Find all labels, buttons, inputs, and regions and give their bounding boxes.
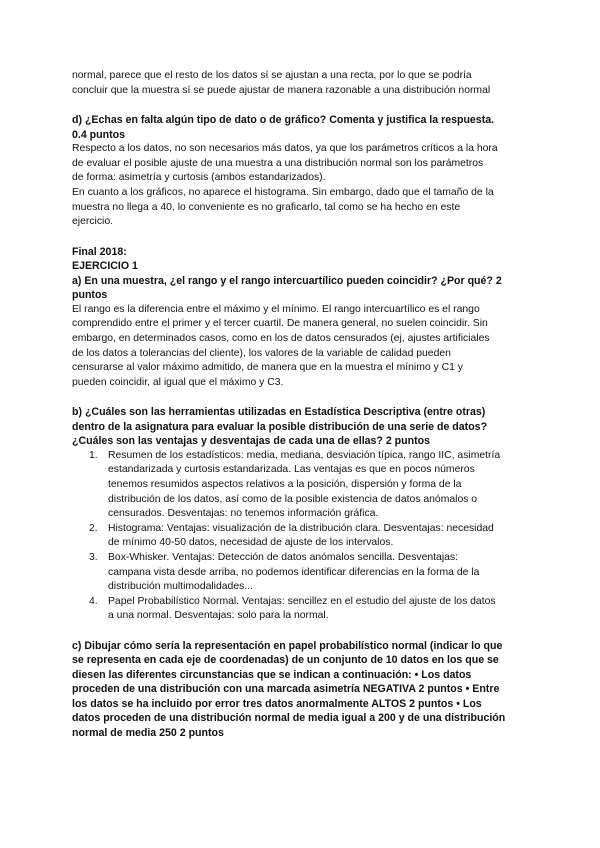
section-c-question: se representa en cada eje de coordenadas) de un conjunto de 10 datos en los que se bbox=[72, 654, 499, 667]
list-item-line: Box-Whisker. Ventajas: Detección de datos anómalos sencilla. Desventajas: bbox=[108, 551, 458, 563]
section-c-question: proceden de una distribución con una marcada asimetría NEGATIVA 2 puntos • Entre bbox=[72, 683, 500, 696]
list-item-line: tenemos resumidos aspectos relativos a la posición, dispersión y forma de la bbox=[108, 479, 462, 490]
intro-line: normal, parece que el resto de los datos sí se ajustan a una recta, por lo que se podría bbox=[72, 70, 472, 81]
section-d-answer-line: En cuanto a los gráficos, no aparece el histograma. Sin embargo, dado que el tamaño de la bbox=[72, 186, 494, 198]
list-item-number: 3. bbox=[89, 551, 98, 563]
list-item bbox=[72, 595, 532, 624]
section-c-question: normal de media 250 2 puntos bbox=[72, 726, 224, 739]
section-a-answer-line: censurarse al valor máximo admitido, de manera que en la muestra el mínimo y C1 y bbox=[72, 362, 463, 374]
section-a-answer-line: pueden coincidir, al igual que el máximo y C3. bbox=[72, 376, 284, 388]
section-c-question: datos proceden de una distribución normal de media igual a 200 y de una distribución bbox=[72, 712, 506, 725]
section-d-answer-line: de evaluar el posible ajuste de una muestra a una distribución normal son los parámetros bbox=[72, 157, 484, 169]
document-body bbox=[72, 69, 532, 740]
section-c-question: c) Dibujar cómo sería la representación en papel probabilístico normal (indicar lo que bbox=[72, 639, 503, 652]
list-item bbox=[72, 522, 532, 551]
section-c-question: los datos se ha incluido por error tres datos anormalmente ALTOS 2 puntos • Los bbox=[72, 697, 482, 710]
section-a-question: puntos bbox=[72, 289, 108, 302]
section-a-answer-line: embargo, en determinados casos, como en los de datos censurados (ej, ajustes artificiales bbox=[72, 332, 490, 344]
intro-paragraph bbox=[72, 69, 532, 98]
section-a-answer-line: comprendido entre el primer y el tercer cuartil. De manera general, no suelen coincidir. Sin bbox=[72, 318, 488, 330]
list-item-number: 2. bbox=[89, 522, 98, 534]
section-c bbox=[72, 639, 532, 741]
section-d bbox=[72, 113, 532, 230]
section-b-question: ¿Cuáles son las ventajas y desventajas de cada una de ellas? 2 puntos bbox=[72, 435, 430, 448]
section-d-answer-line: Respecto a los datos, no son necesarios más datos, ya que los parámetros críticos a la hora bbox=[72, 143, 498, 155]
section-a-question: a) En una muestra, ¿el rango y el rango intercuartílico pueden coincidir? ¿Por qué? 2 bbox=[72, 274, 502, 287]
list-item-line: Histograma: Ventajas: visualización de la distribución clara. Desventajas: necesidad bbox=[108, 522, 494, 534]
tools-list bbox=[72, 449, 532, 624]
section-d-answer-line: de forma: asimetría y curtosis (ambos estandarizados). bbox=[72, 172, 326, 184]
section-d-answer-line: ejercicio. bbox=[72, 216, 113, 228]
list-item-number: 1. bbox=[89, 449, 98, 461]
section-a-answer-line: El rango es la diferencia entre el máximo y el mínimo. El rango intercuartílico es el rango bbox=[72, 303, 480, 315]
list-item-line: distribución multimodalidades... bbox=[108, 581, 253, 593]
exercise-heading: EJERCICIO 1 bbox=[72, 260, 138, 273]
list-item-line: de mínimo 40-50 datos, necesidad de ajuste de los intervalos. bbox=[108, 537, 394, 549]
list-item bbox=[72, 449, 532, 522]
final-heading: Final 2018: bbox=[72, 245, 127, 258]
intro-line: concluir que la muestra sí se puede ajustar de manera razonable a una distribución normal bbox=[72, 84, 491, 96]
section-c-question: diesen las diferentes circunstancias que se indican a continuación: • Los datos bbox=[72, 668, 472, 681]
list-item-number: 4. bbox=[89, 595, 98, 607]
section-a bbox=[72, 274, 532, 391]
list-item-line: campana vista desde arriba, no podemos identificar diferencias en la forma de la bbox=[108, 566, 480, 578]
section-a-answer-line: de los datos a tolerancias del cliente), los valores de la variable de calidad pueden bbox=[72, 347, 451, 359]
list-item-line: estandarizada y curtosis estandarizada. Las ventajas es que en pocos números bbox=[108, 464, 475, 476]
list-item-line: distribución de los datos, así como de la posible existencia de datos anómalos o bbox=[108, 493, 478, 505]
list-item-line: Resumen de los estadísticos: media, mediana, desviación típica, rango IIC, asimetría bbox=[108, 449, 501, 461]
section-d-answer-line: muestra no llega a 40, lo conveniente es no graficarlo, tal como se ha hecho en este bbox=[72, 201, 461, 213]
section-b bbox=[72, 405, 532, 624]
section-b-question: b) ¿Cuáles son las herramientas utilizadas en Estadística Descriptiva (entre otras) bbox=[72, 406, 486, 419]
section-d-question: d) ¿Echas en falta algún tipo de dato o de gráfico? Comenta y justifica la respuesta. bbox=[72, 114, 495, 127]
list-item-line: a una normal. Desventajas: solo para la normal. bbox=[108, 610, 329, 622]
list-item-line: censurados. Desventajas: no tenemos información gráfica. bbox=[108, 508, 379, 520]
section-b-question: dentro de la asignatura para evaluar la posible distribución de una serie de datos? bbox=[72, 420, 488, 433]
list-item bbox=[72, 551, 532, 595]
list-item-line: Papel Probabilístico Normal. Ventajas: sencillez en el estudio del ajuste de los datos bbox=[108, 595, 496, 607]
section-d-question: 0.4 puntos bbox=[72, 128, 125, 141]
